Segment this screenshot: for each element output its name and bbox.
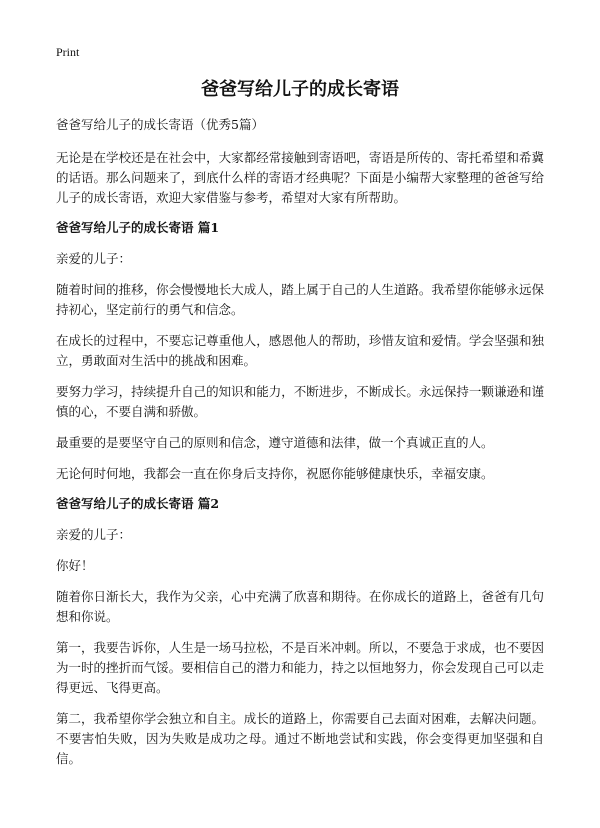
paragraph: 最重要的是要坚守自己的原则和信念，遵守道德和法律，做一个真诚正直的人。 bbox=[56, 435, 494, 450]
page-title: 爸爸写给儿子的成长寄语 bbox=[201, 79, 399, 100]
section-2 bbox=[56, 495, 544, 769]
paragraph: 亲爱的儿子： bbox=[56, 527, 132, 542]
section-1 bbox=[56, 219, 544, 484]
paragraph: 要努力学习，持续提升自己的知识和能力，不断进步，不断成长。永远保持一颗谦逊和谨慎的心，不要自满和骄傲。 bbox=[56, 384, 544, 419]
paragraph: 无论何时何地，我都会一直在你身后支持你，祝愿你能够健康快乐，幸福安康。 bbox=[56, 466, 494, 481]
paragraph: 随着你日渐长大，我作为父亲，心中充满了欣喜和期待。在你成长的道路上，爸爸有几句想和你说。 bbox=[56, 589, 544, 624]
paragraph: 在成长的过程中，不要忘记尊重他人，感恩他人的帮助，珍惜友谊和爱情。学会坚强和独立，勇敢面对生活中的挑战和困难。 bbox=[56, 333, 544, 368]
section-heading: 爸爸写给儿子的成长寄语 篇1 bbox=[56, 220, 220, 235]
paragraph: 第二，我希望你学会独立和自主。成长的道路上，你需要自己去面对困难，去解决问题。不要害怕失败，因为失败是成功之母。通过不断地尝试和实践，你会变得更加坚强和自信。 bbox=[56, 711, 544, 766]
section-heading: 爸爸写给儿子的成长寄语 篇2 bbox=[56, 496, 220, 511]
paragraph: 亲爱的儿子： bbox=[56, 251, 132, 266]
intro-paragraph: 无论是在学校还是在社会中，大家都经常接触到寄语吧，寄语是所传的、寄托希望和希冀的话语。那么问题来了，到底什么样的寄语才经典呢？下面是小编帮大家整理的爸爸写给儿子的成长寄语，欢迎大家借鉴与参考，希望对大家有所帮助。 bbox=[56, 150, 544, 205]
paragraph: 随着时间的推移，你会慢慢地长大成人，踏上属于自己的人生道路。我希望你能够永远保持初心，坚定前行的勇气和信念。 bbox=[56, 282, 544, 317]
paragraph: 你好！ bbox=[56, 558, 94, 573]
document-subtitle: 爸爸写给儿子的成长寄语（优秀5篇） bbox=[56, 117, 264, 132]
paragraph: 第一，我要告诉你，人生是一场马拉松，不是百米冲刺。所以，不要急于求成，也不要因为一时的挫折而气馁。要相信自己的潜力和能力，持之以恒地努力，你会发现自己可以走得更远、飞得更高。 bbox=[56, 640, 544, 695]
print-label: Print bbox=[56, 45, 80, 59]
